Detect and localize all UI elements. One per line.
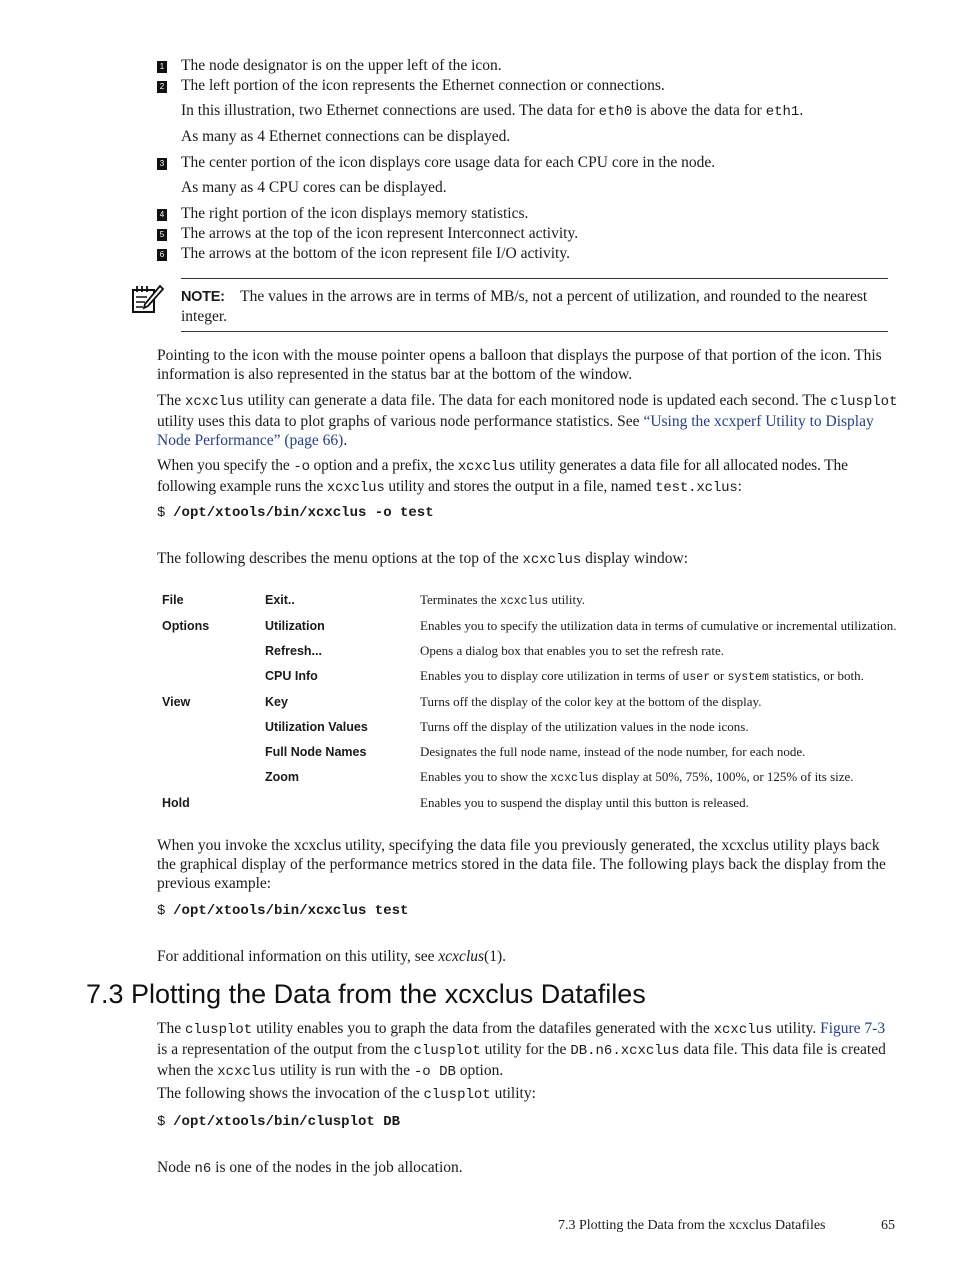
callout-subtext: As many as 4 CPU cores can be displayed. xyxy=(181,179,447,196)
callout-text: The right portion of the icon displays memory statistics. xyxy=(181,205,529,222)
menu-name xyxy=(157,663,260,689)
paragraph-additional: For additional information on this utility, see xcxclus(1). xyxy=(157,948,506,965)
callout-subtext: In this illustration, two Ethernet connections are used. The data for eth0 is above the data for eth1. xyxy=(181,102,804,120)
page-number: 65 xyxy=(881,1218,895,1233)
figure-link[interactable]: Figure 7-3 xyxy=(820,1020,886,1037)
menu-item: CPU Info xyxy=(265,669,318,683)
note-body xyxy=(181,287,888,326)
menu-item: Utilization Values xyxy=(265,720,368,734)
menu-description: Enables you to display core utilization in terms of user or system statistics, or both. xyxy=(420,668,864,684)
table-row xyxy=(157,587,899,613)
callout-text: The arrows at the top of the icon represent Interconnect activity. xyxy=(181,225,579,242)
menu-name: File xyxy=(162,593,184,607)
menu-name xyxy=(157,739,260,764)
menu-name xyxy=(157,638,260,663)
callout-number: 3 xyxy=(157,158,167,170)
paragraph-xcxclus: The xcxclus utility can generate a data file. The data for each monitored node is updated each second. The clusplot utility uses this data to plot graphs of various node performance statistics. See “Using the xcxperf Utility to Display Node Performance” (page 66). xyxy=(157,392,898,449)
menu-description: Opens a dialog box that enables you to set the refresh rate. xyxy=(420,643,724,658)
command-example-1: $ /opt/xtools/bin/xcxclus -o test xyxy=(157,505,434,521)
callout-text: The arrows at the bottom of the icon represent file I/O activity. xyxy=(181,245,570,262)
table-row xyxy=(157,613,899,638)
menu-name: View xyxy=(162,695,191,709)
table-row xyxy=(157,764,899,790)
menu-options-table xyxy=(157,587,899,815)
callout-text: The left portion of the icon represents the Ethernet connection or connections. xyxy=(181,77,665,94)
callout-number: 5 xyxy=(157,229,167,241)
menu-description: Enables you to specify the utilization data in terms of cumulative or incremental utilization. xyxy=(420,618,897,633)
note-pencil-icon xyxy=(131,283,165,315)
menu-item: Full Node Names xyxy=(265,745,367,759)
menu-item: Key xyxy=(265,695,288,709)
menu-item: Utilization xyxy=(265,619,325,633)
menu-name: Hold xyxy=(162,796,190,810)
callout-number: 4 xyxy=(157,209,167,221)
paragraph-invocation: The following shows the invocation of the clusplot utility: xyxy=(157,1085,536,1103)
menu-description: Enables you to suspend the display until this button is released. xyxy=(420,795,749,810)
section-heading: 7.3 Plotting the Data from the xcxclus Datafiles xyxy=(86,979,646,1009)
menu-name xyxy=(157,764,260,790)
menu-item xyxy=(260,790,415,815)
callout-number: 2 xyxy=(157,81,167,93)
menu-name xyxy=(157,714,260,739)
menu-item: Zoom xyxy=(265,770,300,784)
callout-number: 1 xyxy=(157,61,167,73)
paragraph-invoke: When you invoke the xcxclus utility, specifying the data file you previously generated, the xcxclus utility plays back the graphical display of the performance metrics stored in the data file. The following plays back the display from the previous example: xyxy=(157,837,886,892)
paragraph-node: Node n6 is one of the nodes in the job allocation. xyxy=(157,1159,463,1177)
paragraph-clusplot: The clusplot utility enables you to graph the data from the datafiles generated with the xcxclus utility. Figure 7-3 is a representation of the output from the clusplot utility for the DB.n6.xcxclus data file. This data file is created when the xcxclus utility is run with the -o DB option. xyxy=(157,1020,886,1080)
callout-text: The node designator is on the upper left of the icon. xyxy=(181,57,502,74)
table-row xyxy=(157,689,899,714)
note-label: NOTE: xyxy=(181,289,225,305)
table-row xyxy=(157,663,899,689)
menu-description: Turns off the display of the utilization values in the node icons. xyxy=(420,719,749,734)
note-bottom-rule xyxy=(181,331,888,332)
note-top-rule xyxy=(181,278,888,279)
menu-description: Enables you to show the xcxclus display at 50%, 75%, 100%, or 125% of its size. xyxy=(420,769,854,785)
menu-item: Refresh... xyxy=(265,644,322,658)
paragraph-pointing: Pointing to the icon with the mouse pointer opens a balloon that displays the purpose of that portion of the icon. This information is also represented in the status bar at the bottom of the window. xyxy=(157,347,882,383)
note-text: The values in the arrows are in terms of MB/s, not a percent of utilization, and rounded to the nearest integer. xyxy=(181,288,868,325)
menu-item: Exit.. xyxy=(265,593,295,607)
table-row xyxy=(157,790,899,815)
menu-description: Turns off the display of the color key at the bottom of the display. xyxy=(420,694,762,709)
command-example-2: $ /opt/xtools/bin/xcxclus test xyxy=(157,903,409,919)
table-row xyxy=(157,638,899,663)
xcxperf-link[interactable]: “Using the xcxperf Utility to Display Node Performance” (page 66) xyxy=(157,413,874,449)
command-example-3: $ /opt/xtools/bin/clusplot DB xyxy=(157,1114,400,1130)
footer-title: 7.3 Plotting the Data from the xcxclus Datafiles xyxy=(558,1218,826,1233)
menu-description: Designates the full node name, instead of the node number, for each node. xyxy=(420,744,806,759)
paragraph-menu-intro: The following describes the menu options at the top of the xcxclus display window: xyxy=(157,550,689,568)
menu-name: Options xyxy=(162,619,210,633)
callout-number: 6 xyxy=(157,249,167,261)
table-row xyxy=(157,714,899,739)
callout-text: The center portion of the icon displays core usage data for each CPU core in the node. xyxy=(181,154,716,171)
table-row xyxy=(157,739,899,764)
menu-description: Terminates the xcxclus utility. xyxy=(420,592,585,608)
paragraph-specify: When you specify the -o option and a prefix, the xcxclus utility generates a data file for all allocated nodes. The following example runs the xcxclus utility and stores the output in a file, named test.xclus: xyxy=(157,457,848,496)
callout-subtext: As many as 4 Ethernet connections can be displayed. xyxy=(181,128,511,145)
